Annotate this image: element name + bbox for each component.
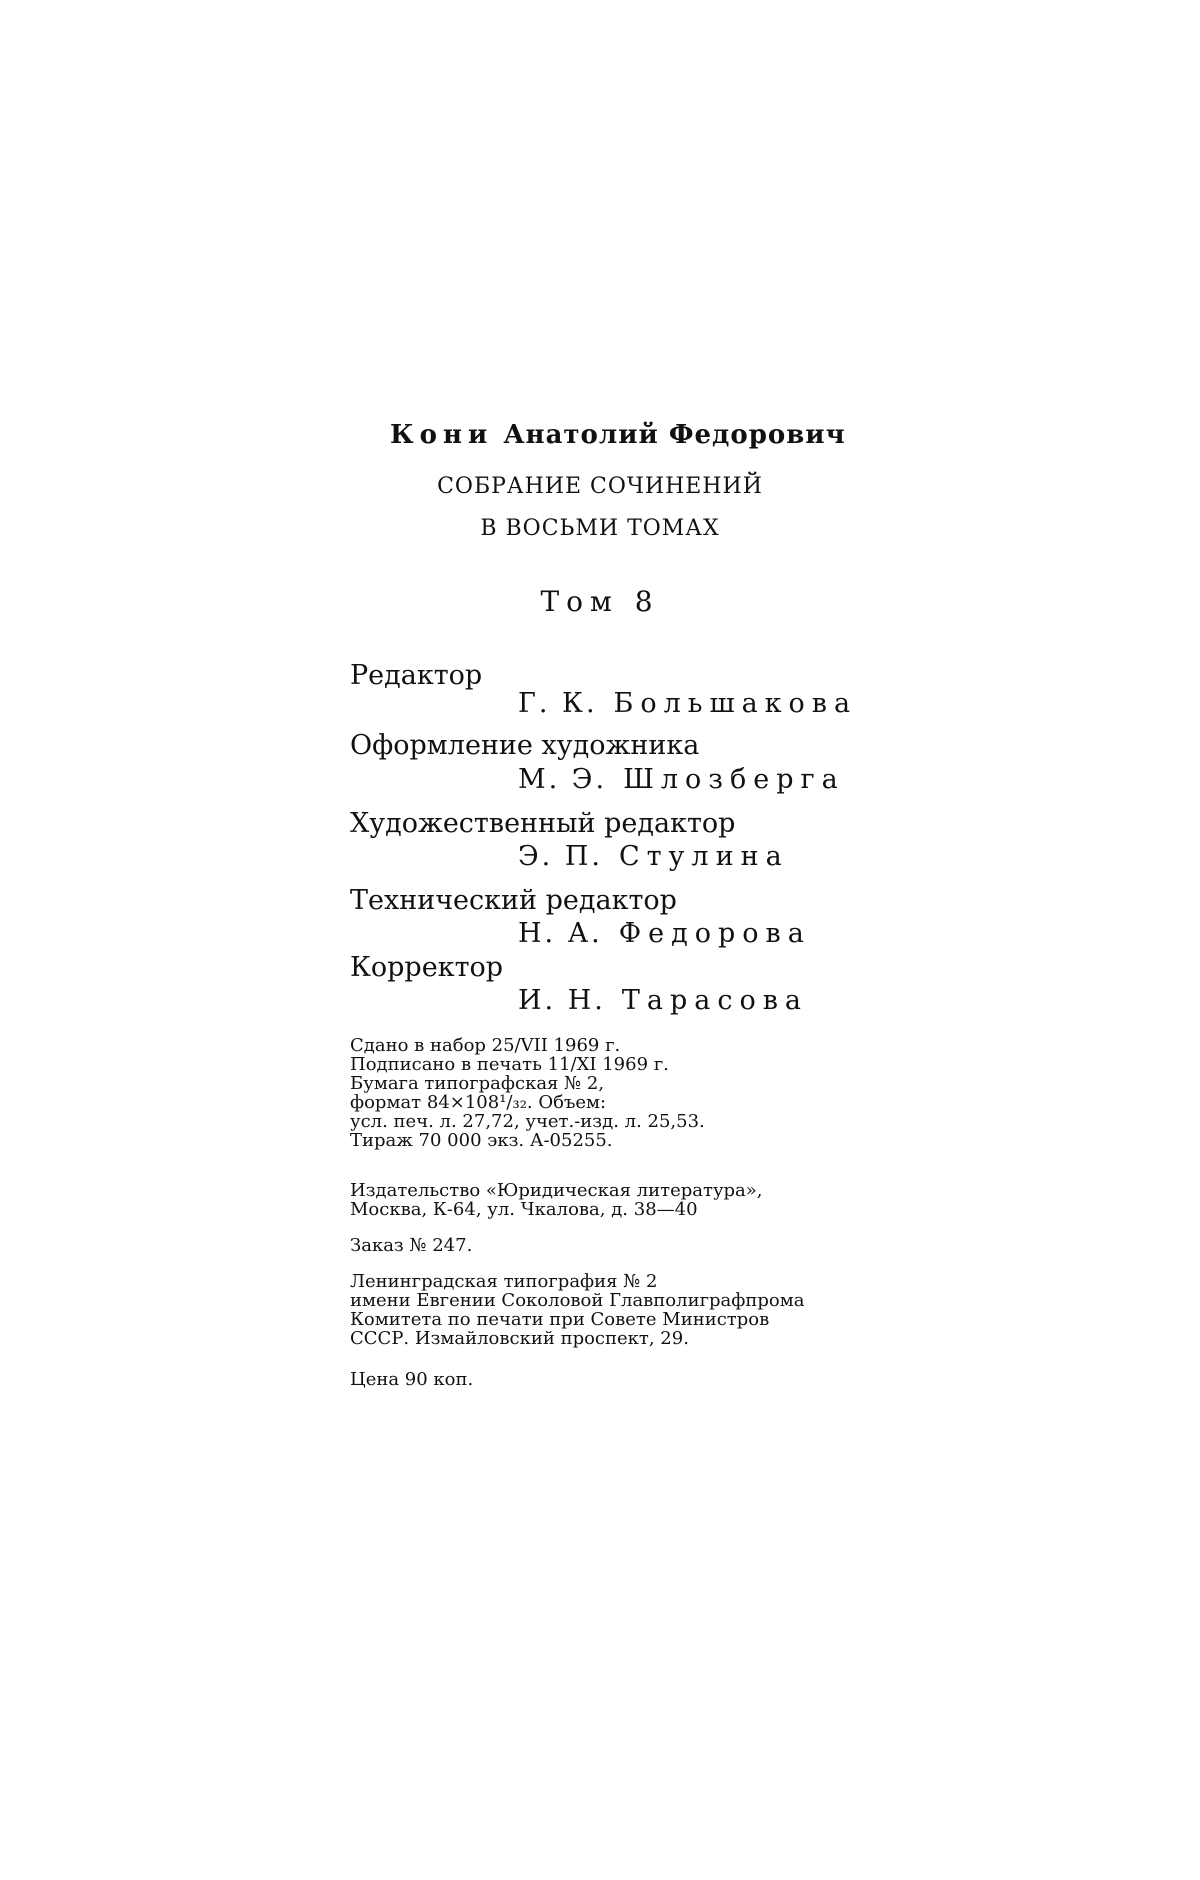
credit-person-editor <box>518 688 857 719</box>
print-info-line: усл. печ. л. 27,72, учет.-изд. л. 25,53. <box>350 1111 705 1132</box>
credit-initials: Г. К. <box>518 688 598 719</box>
credit-surname: Тарасова <box>621 985 809 1016</box>
author-given-names: Анатолий Федорович <box>503 420 846 450</box>
credit-initials: М. Э. <box>518 764 608 795</box>
credit-role-editor: Редактор <box>350 660 483 691</box>
print-info <box>350 1036 870 1150</box>
credit-initials: И. Н. <box>518 985 606 1016</box>
print-info-line: Бумага типографская № 2, <box>350 1073 605 1094</box>
printer-line: имени Евгении Соколовой Главполиграфпрома <box>350 1290 805 1311</box>
credit-person-design <box>518 764 845 795</box>
volume-number: Том 8 <box>540 585 660 618</box>
author-surname: Кони <box>390 420 494 450</box>
print-info-line: Тираж 70 000 экз. А-05255. <box>350 1130 613 1151</box>
print-info-line: формат 84×108¹/₃₂. Объем: <box>350 1092 607 1113</box>
printer-line: Ленинградская типография № 2 <box>350 1271 658 1292</box>
publisher-line: Москва, К-64, ул. Чкалова, д. 38—40 <box>350 1199 698 1220</box>
collection-title-line-1: СОБРАНИЕ СОЧИНЕНИЙ <box>437 474 763 499</box>
print-info-line: Сдано в набор 25/VII 1969 г. <box>350 1035 621 1056</box>
publisher-info <box>350 1181 870 1219</box>
credit-surname: Большакова <box>613 688 858 719</box>
printer-info <box>350 1272 870 1348</box>
order-number: Заказ № 247. <box>350 1235 473 1256</box>
printer-line: СССР. Измайловский проспект, 29. <box>350 1328 689 1349</box>
credit-surname: Шлозберга <box>623 764 845 795</box>
print-info-line: Подписано в печать 11/XI 1969 г. <box>350 1054 669 1075</box>
collection-title-line-2: В ВОСЬМИ ТОМАХ <box>480 516 720 541</box>
credit-person-proofreader <box>518 985 808 1016</box>
author-name <box>390 420 846 450</box>
credit-role-tech-editor: Технический редактор <box>350 885 677 916</box>
credit-initials: Н. А. <box>518 918 603 949</box>
credit-role-proofreader: Корректор <box>350 952 504 983</box>
credit-initials: Э. П. <box>518 841 603 872</box>
printer-line: Комитета по печати при Совете Министров <box>350 1309 770 1330</box>
price: Цена 90 коп. <box>350 1369 474 1390</box>
credit-role-art-editor: Художественный редактор <box>350 808 736 839</box>
credit-surname: Стулина <box>618 841 789 872</box>
publisher-line: Издательство «Юридическая литература», <box>350 1180 763 1201</box>
credit-person-tech-editor <box>518 918 811 949</box>
credit-surname: Федорова <box>618 918 811 949</box>
credit-role-design: Оформление художника <box>350 730 700 761</box>
credit-person-art-editor <box>518 841 789 872</box>
